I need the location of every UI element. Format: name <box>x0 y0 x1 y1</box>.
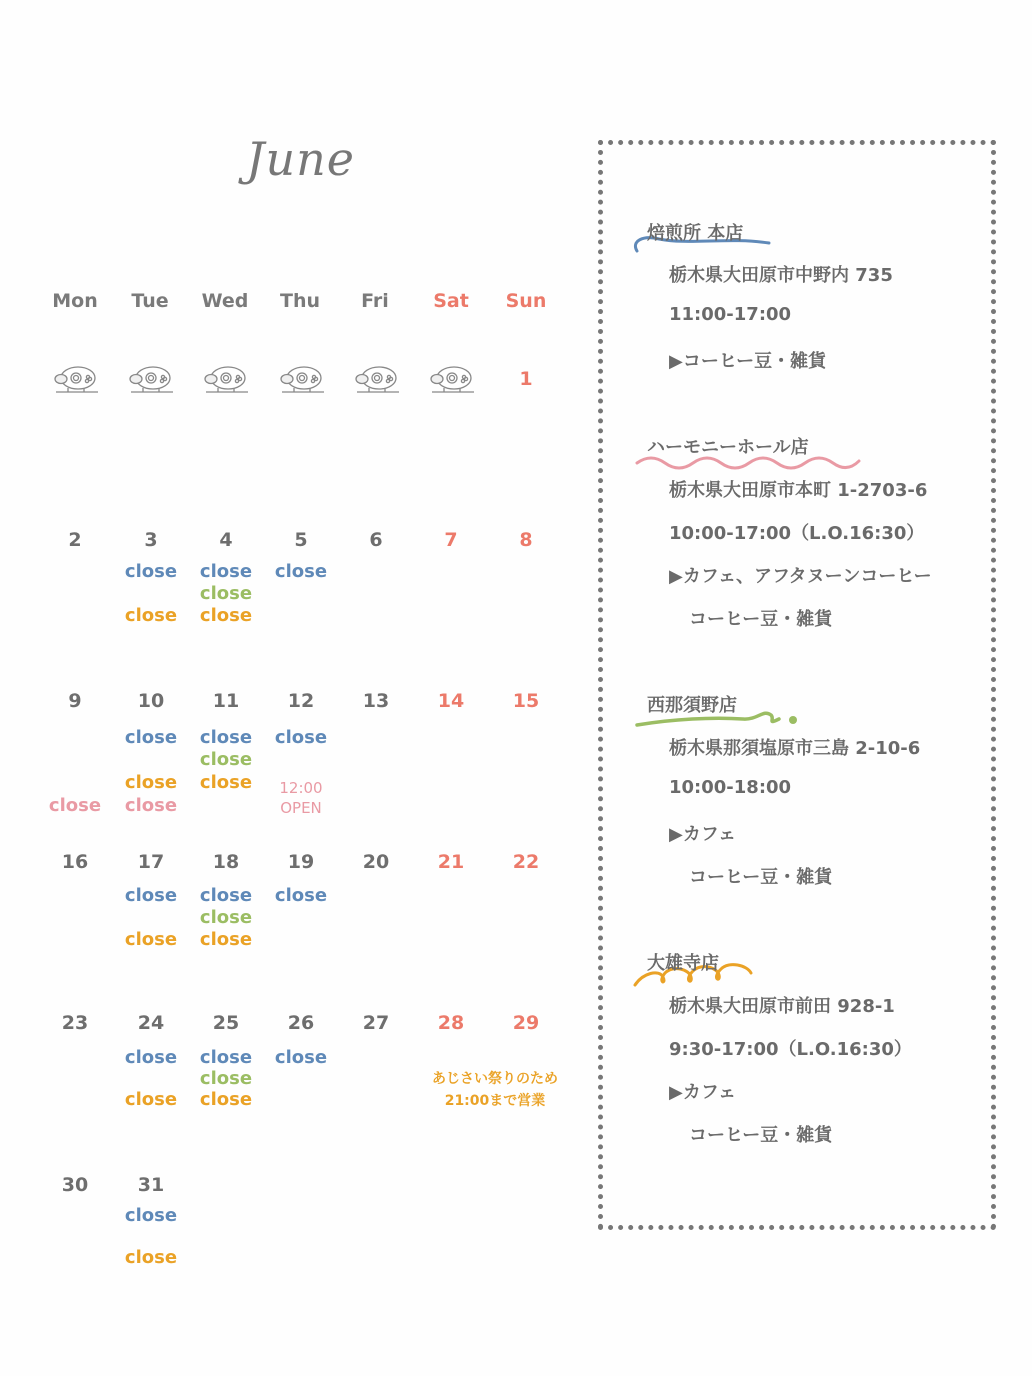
closed-honten: close <box>124 885 178 906</box>
day-number: 25 <box>212 1012 240 1034</box>
closed-honten: close <box>124 1047 178 1068</box>
shop-items: コーヒー豆・雑貨 <box>689 1125 833 1146</box>
day-number: 12 <box>287 690 315 712</box>
day-cell <box>114 850 188 950</box>
day-cell <box>339 850 413 874</box>
sheep-icon <box>127 362 177 396</box>
sheep-icon <box>428 362 478 396</box>
day-number: 5 <box>294 529 308 551</box>
shop-name-oodera: 大雄寺店 <box>647 953 719 974</box>
day-cell <box>339 689 413 713</box>
weekday-sat: Sat <box>433 290 469 312</box>
closed-honten: close <box>124 727 178 748</box>
closed-honten: close <box>199 727 253 748</box>
closed-honten: close <box>274 561 328 582</box>
day-number: 2 <box>68 529 82 551</box>
day-number: 27 <box>362 1012 390 1034</box>
closed-oodera: close <box>124 929 178 950</box>
day-number: 18 <box>212 851 240 873</box>
day-number: 16 <box>61 851 89 873</box>
open-label: OPEN <box>280 799 322 817</box>
weekday-mon: Mon <box>52 290 98 312</box>
day-cell <box>339 528 413 552</box>
day-cell <box>114 1011 188 1110</box>
day-number: 7 <box>444 529 458 551</box>
day-cell <box>339 1011 413 1035</box>
day-number: 17 <box>137 851 165 873</box>
closed-oodera: close <box>199 929 253 950</box>
shop-hours: 10:00-18:00 <box>669 777 792 798</box>
day-cell <box>489 528 563 552</box>
shop-address: 栃木県那須塩原市三島 2-10-6 <box>669 738 921 759</box>
closed-oodera: close <box>124 1089 178 1110</box>
day-cell <box>38 1173 112 1197</box>
day-number: 24 <box>137 1012 165 1034</box>
shop-address: 栃木県大田原市本町 1-2703-6 <box>669 480 928 501</box>
day-number: 20 <box>362 851 390 873</box>
shop-info-panel <box>598 140 996 1230</box>
day-cell <box>489 689 563 713</box>
closed-honten: close <box>124 561 178 582</box>
shop-hours: 9:30-17:00（L.O.16:30） <box>669 1039 912 1060</box>
shop-items: コーヒー豆・雑貨 <box>689 867 833 888</box>
day-cell <box>414 850 488 874</box>
day-cell <box>489 367 563 391</box>
open-time: 12:00 <box>279 779 323 797</box>
day-number: 14 <box>437 690 465 712</box>
weekday-wed: Wed <box>201 290 249 312</box>
day-number: 11 <box>212 690 240 712</box>
day-cell <box>38 528 112 552</box>
closed-honten: close <box>274 727 328 748</box>
shop-address: 栃木県大田原市中野内 735 <box>669 265 893 286</box>
closed-nishinasuno: close <box>199 907 253 928</box>
closed-nishinasuno: close <box>199 583 253 604</box>
day-number: 23 <box>61 1012 89 1034</box>
day-cell <box>38 1011 112 1035</box>
day-number: 15 <box>512 690 540 712</box>
day-number: 10 <box>137 690 165 712</box>
shop-name-harmony: ハーモニーホール店 <box>647 437 809 458</box>
shop-hours: 11:00-17:00 <box>669 304 792 325</box>
shop-name-nishinasuno: 西那須野店 <box>647 695 737 716</box>
day-number: 31 <box>137 1174 165 1196</box>
sheep-icon <box>353 362 403 396</box>
closed-nishinasuno: close <box>199 749 253 770</box>
day-cell <box>489 1011 563 1035</box>
day-cell <box>38 850 112 874</box>
closed-oodera: close <box>199 1089 253 1110</box>
closed-honten: close <box>274 885 328 906</box>
shop-address: 栃木県大田原市前田 928-1 <box>669 996 895 1017</box>
day-number: 6 <box>369 529 383 551</box>
day-number: 8 <box>519 529 533 551</box>
weekday-sun: Sun <box>505 290 547 312</box>
day-number: 3 <box>144 529 158 551</box>
day-number: 4 <box>219 529 233 551</box>
sheep-icon <box>52 362 102 396</box>
day-number: 13 <box>362 690 390 712</box>
day-cell <box>264 850 338 906</box>
closed-oodera: close <box>199 605 253 626</box>
closed-harmony: close <box>124 795 178 816</box>
day-cell <box>114 528 188 626</box>
day-number: 22 <box>512 851 540 873</box>
festival-note-line1: あじさい祭りのため <box>432 1071 558 1087</box>
shop-name-honten: 焙煎所 本店 <box>647 223 744 244</box>
festival-note-line2: 21:00まで営業 <box>444 1093 546 1109</box>
shop-hours: 10:00-17:00（L.O.16:30） <box>669 523 925 544</box>
day-number: 21 <box>437 851 465 873</box>
weekday-tue: Tue <box>131 290 169 312</box>
day-number: 9 <box>68 690 82 712</box>
closed-nishinasuno: close <box>199 1068 253 1089</box>
shop-items: ▶カフェ <box>669 1082 736 1103</box>
closed-honten: close <box>199 885 253 906</box>
shop-items: コーヒー豆・雑貨 <box>689 609 833 630</box>
closed-honten: close <box>274 1047 328 1068</box>
closed-oodera: close <box>124 605 178 626</box>
day-cell <box>114 1173 188 1268</box>
shop-items: ▶コーヒー豆・雑貨 <box>669 351 827 372</box>
closed-oodera: close <box>199 772 253 793</box>
closed-honten: close <box>199 561 253 582</box>
day-cell <box>414 1011 488 1035</box>
closed-harmony: close <box>48 795 102 816</box>
day-cell <box>264 1011 338 1068</box>
day-cell <box>414 689 488 713</box>
day-cell <box>264 528 338 582</box>
day-cell <box>38 689 112 816</box>
sheep-icon <box>278 362 328 396</box>
day-number: 1 <box>519 368 533 390</box>
day-cell <box>189 689 263 793</box>
day-number: 30 <box>61 1174 89 1196</box>
day-cell <box>264 689 338 817</box>
day-cell <box>189 1011 263 1110</box>
closed-oodera: close <box>124 1247 178 1268</box>
shop-items: ▶カフェ、アフタヌーンコーヒー <box>669 566 932 587</box>
day-number: 26 <box>287 1012 315 1034</box>
month-title: June <box>246 132 355 186</box>
day-number: 28 <box>437 1012 465 1034</box>
day-cell <box>189 850 263 950</box>
day-cell <box>489 850 563 874</box>
day-cell <box>414 528 488 552</box>
weekday-thu: Thu <box>279 290 320 312</box>
closed-oodera: close <box>124 772 178 793</box>
weekday-fri: Fri <box>361 290 389 312</box>
closed-honten: close <box>199 1047 253 1068</box>
shop-items: ▶カフェ <box>669 824 736 845</box>
festival-note <box>410 1068 580 1112</box>
day-number: 19 <box>287 851 315 873</box>
day-cell <box>189 528 263 626</box>
day-number: 29 <box>512 1012 540 1034</box>
day-cell <box>114 689 188 816</box>
sheep-icon <box>202 362 252 396</box>
closed-honten: close <box>124 1205 178 1226</box>
